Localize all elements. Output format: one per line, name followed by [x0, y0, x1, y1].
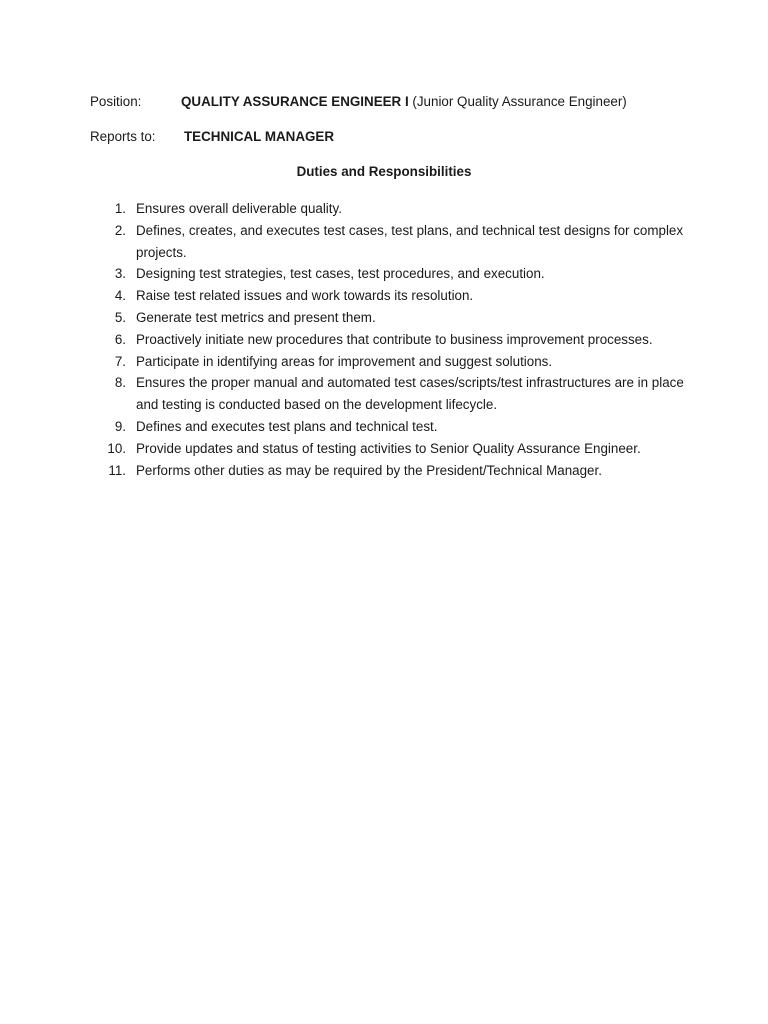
duties-heading-text: Duties and Responsibilities	[296, 164, 472, 179]
list-item	[105, 372, 685, 416]
reports-to-label: Reports to:	[90, 129, 156, 144]
list-item-number: 5.	[114, 309, 126, 325]
list-item-number: 9.	[114, 418, 126, 434]
list-item-text: Performs other duties as may be required by the President/Technical Manager.	[136, 462, 602, 478]
list-item-text: Participate in identifying areas for improvement and suggest solutions.	[136, 353, 553, 369]
list-item-number: 6.	[114, 331, 126, 347]
list-item-number: 11.	[108, 462, 126, 478]
reports-to-value: TECHNICAL MANAGER	[184, 129, 335, 144]
position-label: Position:	[90, 94, 142, 109]
list-item	[105, 198, 685, 220]
position-title: QUALITY ASSURANCE ENGINEER I	[181, 94, 409, 109]
position-subtitle: (Junior Quality Assurance Engineer)	[412, 94, 627, 109]
list-item	[105, 351, 685, 373]
list-item	[105, 438, 685, 460]
list-item-text: Defines and executes test plans and technical test.	[136, 418, 438, 434]
list-item-number: 7.	[114, 353, 126, 369]
list-item	[105, 285, 685, 307]
list-item	[105, 220, 685, 264]
list-item	[105, 263, 685, 285]
list-item-text: Designing test strategies, test cases, test procedures, and execution.	[136, 266, 545, 282]
list-item	[105, 460, 685, 482]
list-item-number: 2.	[114, 222, 126, 238]
list-item-text: Generate test metrics and present them.	[136, 309, 376, 325]
list-item-number: 4.	[114, 288, 126, 304]
list-item-number: 8.	[114, 375, 126, 391]
list-item-text: Ensures overall deliverable quality.	[136, 201, 342, 216]
list-item	[105, 416, 685, 438]
position-value	[181, 93, 627, 111]
duties-list	[105, 198, 685, 481]
list-item-text: Ensures the proper manual and automated test cases/scripts/test infrastructures are in place and testing is conducted based on the development lifecycle.	[136, 375, 684, 413]
duties-heading	[0, 163, 768, 181]
list-item-text: Raise test related issues and work towards its resolution.	[136, 288, 474, 304]
list-item-number: 3.	[114, 266, 126, 282]
list-item	[105, 329, 685, 351]
list-item-text: Proactively initiate new procedures that contribute to business improvement processes.	[136, 331, 653, 347]
list-item	[105, 307, 685, 329]
list-item-number: 10.	[107, 440, 126, 456]
list-item-text: Provide updates and status of testing activities to Senior Quality Assurance Engineer.	[136, 440, 641, 456]
list-item-number: 1.	[114, 201, 126, 216]
list-item-text: Defines, creates, and executes test cases, test plans, and technical test designs for complex projects.	[136, 222, 684, 260]
